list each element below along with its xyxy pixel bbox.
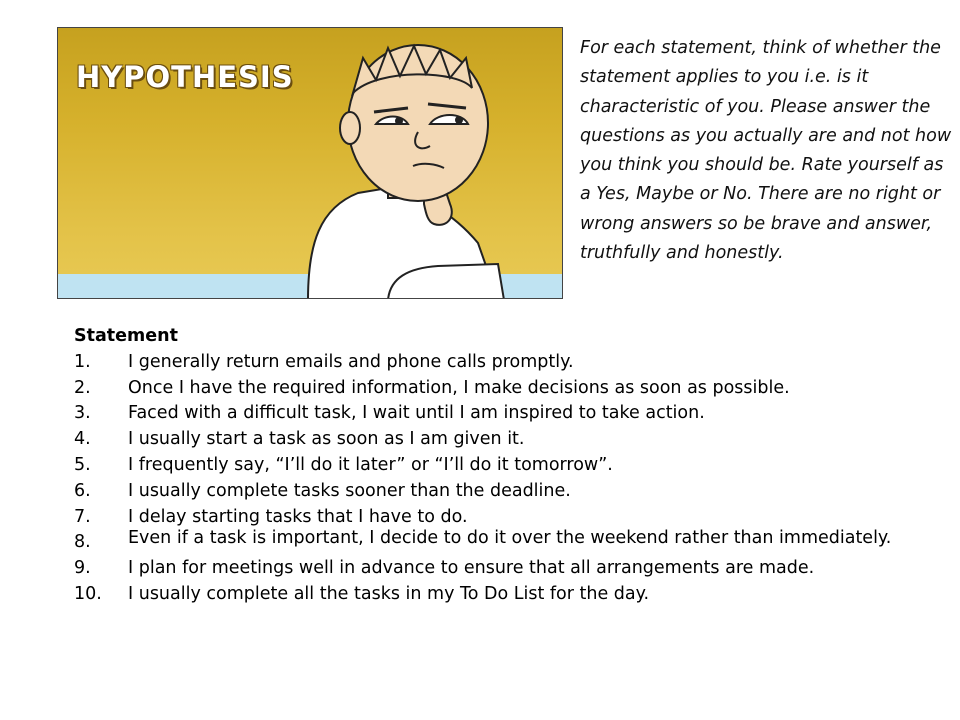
statement-text: Even if a task is important, I decide to do it over the weekend rather than immediately. <box>128 528 892 549</box>
statement-text: I usually start a task as soon as I am given it. <box>128 429 525 450</box>
statement-text: I delay starting tasks that I have to do. <box>128 506 468 527</box>
left-pupil <box>395 117 403 125</box>
statement-text: I plan for meetings well in advance to ensure that all arrangements are made. <box>128 558 815 579</box>
statement-number: 7. <box>74 506 91 527</box>
statement-text: Once I have the required information, I make decisions as soon as possible. <box>128 377 790 398</box>
ear <box>340 112 360 144</box>
statement-number: 1. <box>74 351 91 372</box>
statement-item <box>74 401 934 425</box>
statement-item <box>74 530 934 554</box>
instructions-text: For each statement, think of whether the statement applies to you i.e. is it characteristic of you. Please answer the questions as you actually are and not how you think you should be. Rate yourself as a Yes, Maybe or No. There are no right or wrong answers so be brave and answer, truthfully and honestly. <box>580 38 952 264</box>
right-pupil <box>455 116 463 124</box>
statement-text: I usually complete tasks sooner than the deadline. <box>128 480 571 501</box>
statement-text: I generally return emails and phone calls promptly. <box>128 351 574 372</box>
hypothesis-illustration <box>57 27 563 299</box>
statement-text: I usually complete all the tasks in my To Do List for the day. <box>128 583 650 604</box>
statement-text: Faced with a difficult task, I wait until I am inspired to take action. <box>128 403 705 424</box>
statement-text: I frequently say, “I’ll do it later” or “I’ll do it tomorrow”. <box>128 454 613 475</box>
statement-list <box>74 350 934 606</box>
statement-heading: Statement <box>74 326 178 346</box>
statement-item <box>74 479 934 503</box>
statement-item <box>74 556 934 580</box>
statement-item <box>74 505 934 529</box>
statement-number: 3. <box>74 403 91 424</box>
statement-number: 10. <box>74 583 102 604</box>
statement-number: 6. <box>74 480 91 501</box>
statement-item <box>74 427 934 451</box>
statement-number: 8. <box>74 532 91 553</box>
statement-item <box>74 453 934 477</box>
statement-number: 2. <box>74 377 91 398</box>
statement-section <box>74 324 934 606</box>
statement-number: 5. <box>74 454 91 475</box>
statement-item <box>74 376 934 400</box>
statement-number: 4. <box>74 429 91 450</box>
statement-number: 9. <box>74 558 91 579</box>
illustration-title: HYPOTHESIS <box>76 60 294 94</box>
statement-item <box>74 582 934 606</box>
statement-item <box>74 350 934 374</box>
